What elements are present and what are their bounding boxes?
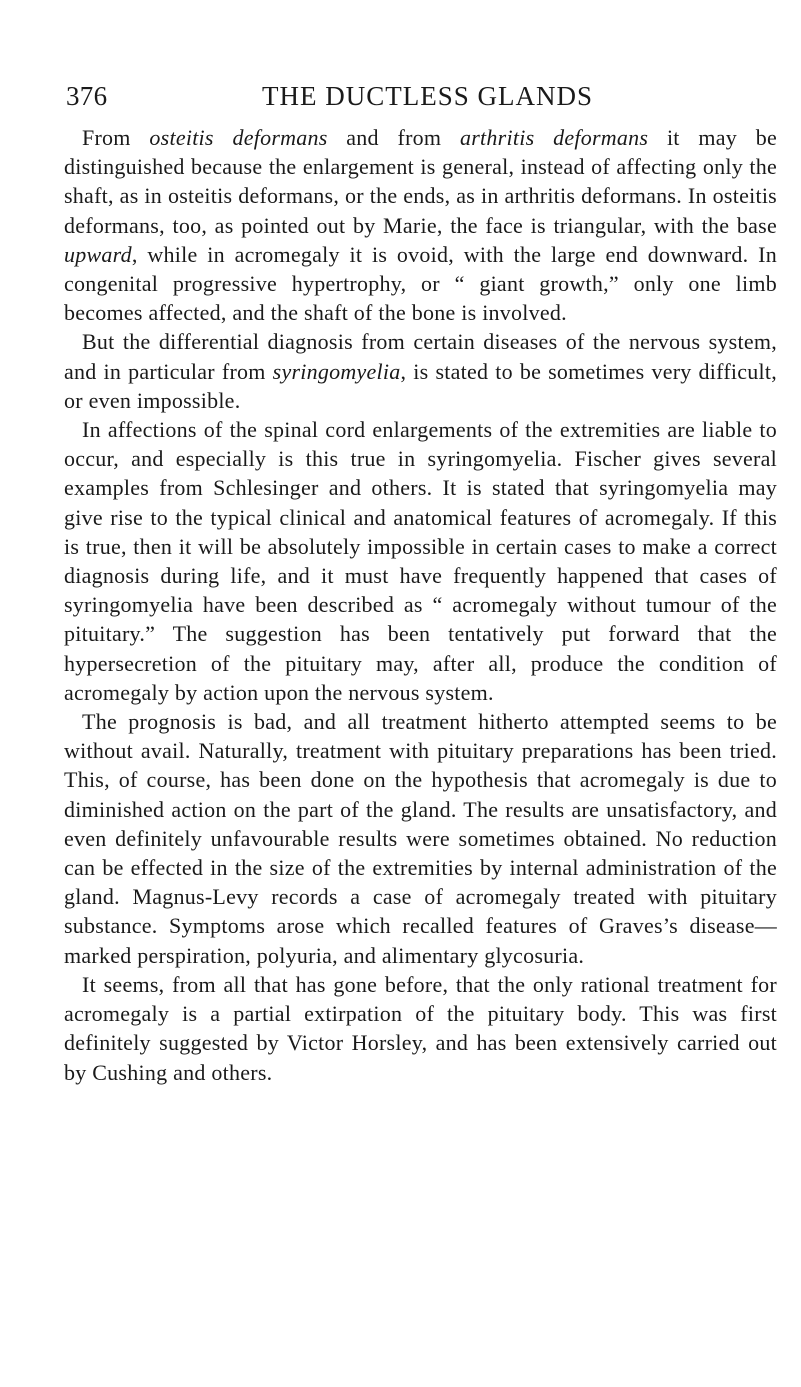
text-segment: From — [82, 125, 150, 150]
text-segment: In affections of the spinal cord enlargements of the extremities are liable to occur, and especially is this true in syringomyelia. Fischer gives several examples from Schlesinger and others. It is stated that syringomyelia may give rise to the typical clinical and anatomical features of acromegaly. If this is true, then it will be absolutely impossible in certain cases to make a correct diagnosis during life, and it must have frequently happened that cases of syringomyelia have been described as “ acromegaly without tumour of the pituitary.” The suggestion has been tentatively put forward that the hypersecretion of the pituitary may, after all, produce the condition of acromegaly by action upon the nervous system. — [64, 417, 777, 705]
text-segment: But the differential diagnosis from certain diseases of the nervous system, and in particular from — [64, 329, 777, 384]
paragraph-osteitis-arthritis — [64, 123, 777, 327]
italic-term: upward — [64, 241, 132, 267]
italic-term: osteitis deformans — [149, 125, 328, 150]
text-segment: , is stated to be sometimes very difficult, or even impossible. — [64, 358, 777, 413]
paragraph-differential-diagnosis — [64, 327, 777, 415]
text-segment: The prognosis is bad, and all treatment hitherto attempted seems to be without avail. Naturally, treatment with pituitary preparations has been tried. This, of course, has been done on the hypothesis that acromegaly is due to diminished action on the part of the gland. The results are unsatisfactory, and even definitely unfavourable results were sometimes obtained. No reduction can be effected in the size of the extremities by internal administration of the gland. Magnus-Levy records a case of acromegaly treated with pituitary substance. Symptoms arose which recalled features of Graves’s disease—marked perspiration, polyuria, and alimentary glycosuria. — [64, 709, 777, 968]
italic-term: syringomyelia — [272, 358, 401, 384]
text-segment: it may be distinguished because the enlargement is general, instead of affecting only the shaft, as in osteitis deformans, or the ends, as in arthritis deformans. In osteitis deformans, too, as pointed out by Marie, the face is triangular, with the base — [64, 125, 777, 238]
body-text — [64, 123, 777, 1087]
running-head — [66, 76, 778, 116]
page-number: 376 — [66, 81, 108, 111]
text-segment: , while in acromegaly it is ovoid, with the large end downward. In congenital progressive hypertrophy, or “ giant growth,” only one limb becomes affected, and the shaft of the bone is involved. — [64, 241, 777, 326]
running-title: THE DUCTLESS GLANDS — [262, 81, 594, 111]
paragraph-treatment — [64, 970, 777, 1087]
paragraph-spinal-cord — [64, 415, 777, 707]
paragraph-prognosis — [64, 707, 777, 970]
italic-term: arthritis deformans — [460, 125, 649, 150]
text-segment: It seems, from all that has gone before, that the only rational treatment for acromegaly is a partial extirpation of the pituitary body. This was first definitely suggested by Victor Horsley, and has been extensively carried out by Cushing and others. — [64, 971, 777, 1085]
text-segment: and from — [327, 125, 460, 150]
